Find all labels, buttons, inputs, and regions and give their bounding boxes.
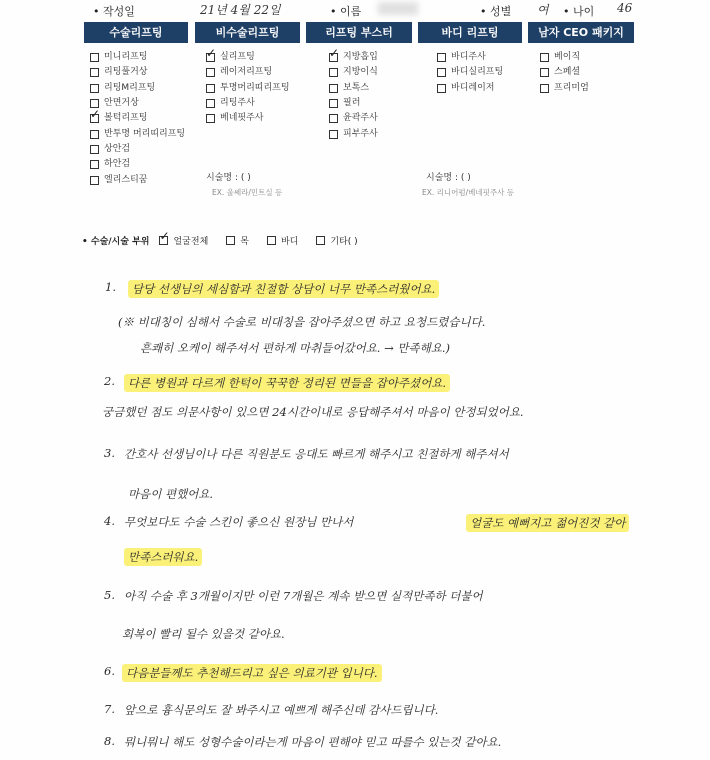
area-option[interactable]: 목 [226, 234, 249, 247]
review-line: 7. 앞으로 흉식문의도 잘 봐주시고 예쁘게 해주신데 감사드립니다. [104, 702, 439, 717]
review-line: 만족스러워요. [0, 540, 710, 574]
checkbox[interactable] [206, 114, 215, 123]
option-item[interactable]: 상안검 [90, 142, 185, 157]
hint-nonsurgical: EX. 울쎄라/민트실 등 [212, 188, 283, 197]
option-item[interactable]: 리팅풀거상 [90, 65, 185, 80]
review-line: 2. 다른 병원과 다르게 한턱이 꾹꾹한 정리된 면들을 잡아주셨어요. [0, 366, 710, 400]
date-label: • 작성일 [93, 5, 135, 18]
review-line: 마음이 편했어요. [128, 487, 214, 501]
checkbox-checked[interactable] [206, 53, 215, 62]
checkbox[interactable] [329, 99, 338, 108]
option-item[interactable]: 리팅M리프팅 [90, 81, 185, 96]
checkbox[interactable] [540, 84, 549, 93]
checkbox[interactable] [90, 130, 99, 139]
option-item[interactable]: 지방이식 [329, 65, 378, 80]
option-item[interactable]: ✓ 지방흡입 [329, 50, 378, 65]
checkbox[interactable] [329, 84, 338, 93]
review-line: 궁금했던 점도 의문사항이 있으면 24시간이내로 응답해주셔서 마음이 안정되었어요. [102, 405, 524, 419]
checkbox-checked[interactable] [329, 53, 338, 62]
option-item[interactable]: 레이저리프팅 [206, 65, 290, 80]
gender-label: • 성별 [480, 5, 512, 18]
checkbox[interactable] [329, 114, 338, 123]
option-item[interactable]: 안면거상 [90, 96, 185, 111]
option-item[interactable]: 보톡스 [329, 81, 378, 96]
form-header [0, 0, 710, 20]
category-body-lifting: 바디 리프팅 [418, 22, 522, 43]
option-item[interactable]: 바디레이저 [437, 81, 503, 96]
checkbox[interactable] [90, 84, 99, 93]
option-item[interactable]: 반투명 머리띠리프팅 [90, 126, 185, 141]
checkbox[interactable] [206, 99, 215, 108]
review-line: 3. 간호사 선생님이나 다른 직원분도 응대도 빠르게 해주시고 친절하게 해주셔서 [104, 446, 509, 461]
age-label: • 나이 [563, 5, 595, 18]
option-item[interactable]: 필러 [329, 96, 378, 111]
review-line: (※ 비대칭이 심해서 수술로 비대칭을 잡아주셨으면 하고 요청드렸습니다. [118, 315, 486, 329]
option-item[interactable]: 리팅주사 [206, 96, 290, 111]
procedure-name-body[interactable]: 시술명 : ( ) [426, 173, 471, 183]
review-line: 5. 아직 수술 후 3개월이지만 이런 7개월은 계속 받으면 실적만족하 더불어 [104, 588, 483, 603]
option-item[interactable]: 엘리스티꿈 [90, 172, 185, 187]
checkbox[interactable] [267, 236, 276, 245]
option-item[interactable]: 프리미엄 [540, 81, 589, 96]
checkbox[interactable] [90, 68, 99, 77]
checkbox[interactable] [329, 130, 338, 139]
option-item[interactable]: 베네핏주사 [206, 111, 290, 126]
options-nonsurgical [206, 50, 290, 126]
review-line: 8. 뭐니뭐니 해도 성형수술이라는게 마음이 편해야 믿고 따를수 있는것 같아요. [104, 734, 502, 749]
option-item[interactable]: 하안검 [90, 157, 185, 172]
option-item[interactable]: 바디주사 [437, 50, 503, 65]
option-item[interactable]: 피부주사 [329, 126, 378, 141]
options-ceo [540, 50, 589, 96]
review-line: 회복이 빨리 될수 있을것 같아요. [122, 627, 285, 641]
checkbox[interactable] [90, 160, 99, 169]
review-line: 흔쾌히 오케이 해주셔서 편하게 마취들어갔어요. → 만족해요.) [140, 341, 450, 355]
checkbox[interactable] [316, 236, 325, 245]
age-value: 46 [617, 1, 633, 15]
options-surgical [90, 50, 185, 188]
options-body [437, 50, 503, 96]
area-option[interactable]: ✓ 얼굴전체 [159, 234, 208, 247]
review-line: 1. 담당 선생님의 세심함과 친절함 상담이 너무 만족스러웠어요. [0, 272, 710, 306]
option-item[interactable]: ✓ 실리프팅 [206, 50, 290, 65]
option-item[interactable]: 스페셜 [540, 65, 589, 80]
option-item[interactable]: 윤곽주사 [329, 111, 378, 126]
option-item[interactable]: ✓ 볼턱리프팅 [90, 111, 185, 126]
name-redacted [378, 2, 418, 15]
treatment-area-label: • 수술/시술 부위 [82, 237, 150, 247]
area-option[interactable]: 바디 [267, 234, 298, 247]
treatment-area-row [82, 234, 376, 247]
category-bar [84, 22, 634, 44]
options-booster [329, 50, 378, 142]
checkbox-checked[interactable] [90, 114, 99, 123]
area-option[interactable]: 기타( ) [316, 234, 357, 247]
checkbox[interactable] [226, 236, 235, 245]
checkbox[interactable] [540, 53, 549, 62]
checkbox[interactable] [90, 53, 99, 62]
review-line: 4. 무엇보다도 수술 스킨이 좋으신 원장님 만나서 얼굴도 예뻐지고 젊어진것 같아 [0, 506, 710, 540]
procedure-name-nonsurgical[interactable]: 시술명 : ( ) [206, 173, 251, 183]
checkbox-checked[interactable] [159, 236, 168, 245]
checkbox[interactable] [206, 68, 215, 77]
hint-body: EX. 리니어펌/베네핏주사 등 [422, 188, 515, 197]
checkbox[interactable] [540, 68, 549, 77]
checkbox[interactable] [90, 176, 99, 185]
checkbox[interactable] [206, 84, 215, 93]
option-item[interactable]: 투명머리띠리프팅 [206, 81, 290, 96]
checkbox[interactable] [437, 68, 446, 77]
date-value: 21년 4월 22일 [200, 3, 281, 17]
option-item[interactable]: 베이직 [540, 50, 589, 65]
checkbox[interactable] [90, 145, 99, 154]
checkbox[interactable] [329, 68, 338, 77]
name-label: • 이름 [330, 5, 362, 18]
category-surgical-lifting: 수술리프팅 [84, 22, 188, 43]
checkbox[interactable] [437, 84, 446, 93]
category-ceo-package: 남자 CEO 패키지 [528, 22, 634, 43]
option-item[interactable]: 미니리프팅 [90, 50, 185, 65]
gender-value: 여 [537, 3, 549, 17]
option-item[interactable]: 바디실리프팅 [437, 65, 503, 80]
checkbox[interactable] [437, 53, 446, 62]
category-nonsurgical-lifting: 비수술리프팅 [195, 22, 300, 43]
category-lifting-booster: 리프팅 부스터 [306, 22, 412, 43]
review-line: 6. 다음분들께도 추천해드리고 싶은 의료기관 입니다. [0, 656, 710, 690]
